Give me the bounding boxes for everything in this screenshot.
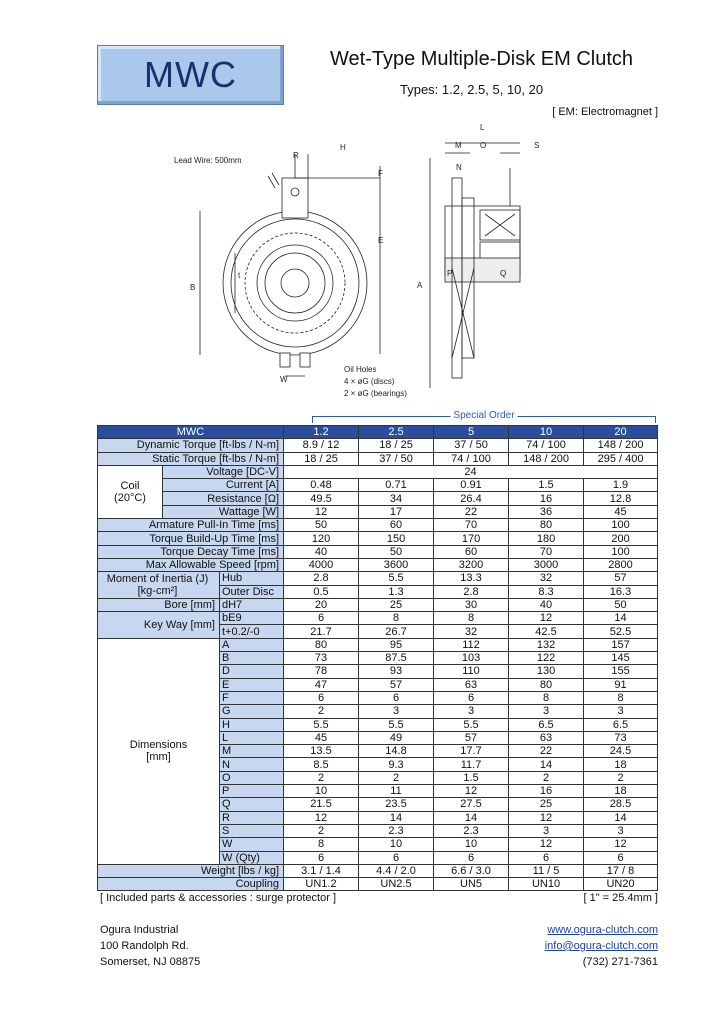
table-cell: 57 (584, 572, 658, 585)
table-cell: 25 (509, 798, 584, 811)
table-cell: 60 (359, 519, 434, 532)
row-pull-in (98, 519, 658, 532)
table-cell: 14 (584, 811, 658, 824)
table-cell: 180 (509, 532, 584, 545)
side-view (430, 143, 520, 388)
table-cell: 27.5 (434, 798, 509, 811)
table-cell: 12 (584, 838, 658, 851)
row-sublabel: O (220, 771, 284, 784)
row-inertia-hub (98, 572, 658, 585)
row-sublabel: A (220, 638, 284, 651)
row-sublabel: H (220, 718, 284, 731)
table-cell: 87.5 (359, 652, 434, 665)
table-cell: UN20 (584, 878, 658, 891)
row-label: Max Allowable Speed [rpm] (98, 558, 284, 571)
table-cell: 3 (509, 705, 584, 718)
front-view (200, 154, 380, 376)
table-cell: 103 (434, 652, 509, 665)
table-cell: 9.3 (359, 758, 434, 771)
address-block (100, 922, 200, 970)
company-name: Ogura Industrial (100, 924, 179, 936)
table-cell: 4.4 / 2.0 (359, 864, 434, 877)
table-cell: 6.5 (584, 718, 658, 731)
row-sublabel: bE9 (220, 612, 284, 625)
label-n: N (456, 163, 462, 172)
table-cell: 63 (509, 731, 584, 744)
table-cell: 112 (434, 638, 509, 651)
table-cell: 80 (509, 519, 584, 532)
table-cell: 2 (509, 771, 584, 784)
table-cell: 36 (509, 505, 584, 518)
header-cell: 2.5 (359, 426, 434, 439)
table-cell: 8 (584, 691, 658, 704)
table-cell: 40 (284, 545, 359, 558)
table-cell: 17 (359, 505, 434, 518)
table-cell: 78 (284, 665, 359, 678)
label-oil-discs: 4 × øG (discs) (344, 377, 395, 386)
table-cell: 5.5 (284, 718, 359, 731)
table-cell: 120 (284, 532, 359, 545)
table-cell: 30 (434, 598, 509, 611)
row-sublabel: t+0.2/-0 (220, 625, 284, 638)
table-cell: 8 (434, 612, 509, 625)
table-cell: 0.48 (284, 479, 359, 492)
row-label: Bore [mm] (98, 598, 220, 611)
table-cell: 52.5 (584, 625, 658, 638)
table-cell: 0.91 (434, 479, 509, 492)
label-a: A (417, 281, 423, 290)
row-keyway-b (98, 612, 658, 625)
table-cell: 1.5 (509, 479, 584, 492)
included-note: [ Included parts & accessories : surge protector ] (100, 892, 337, 904)
row-label: Wattage [W] (163, 505, 284, 518)
table-cell: 295 / 400 (584, 452, 658, 465)
label-b: B (190, 283, 196, 292)
table-cell: 12 (434, 785, 509, 798)
table-cell: 63 (434, 678, 509, 691)
label-e: E (378, 236, 384, 245)
table-cell: 17.7 (434, 745, 509, 758)
table-cell: 57 (434, 731, 509, 744)
table-cell: 37 / 50 (359, 452, 434, 465)
table-cell: 3 (359, 705, 434, 718)
table-cell: UN2.5 (359, 878, 434, 891)
table-cell: 74 / 100 (434, 452, 509, 465)
table-cell: 45 (284, 731, 359, 744)
table-cell: 91 (584, 678, 658, 691)
table-cell: 28.5 (584, 798, 658, 811)
table-cell: 18 / 25 (359, 439, 434, 452)
row-sublabel: G (220, 705, 284, 718)
table-cell: 12 (509, 612, 584, 625)
table-cell: 34 (359, 492, 434, 505)
row-dimension (98, 638, 658, 651)
row-sublabel: D (220, 665, 284, 678)
table-cell: 49 (359, 731, 434, 744)
spec-table (97, 425, 658, 891)
table-cell: 80 (284, 638, 359, 651)
row-coil-resistance (98, 492, 658, 505)
table-cell: 50 (284, 519, 359, 532)
table-cell: 2.3 (434, 824, 509, 837)
table-cell: 10 (434, 838, 509, 851)
table-cell: 6 (284, 612, 359, 625)
row-sublabel: W (Qty) (220, 851, 284, 864)
row-label: Current [A] (163, 479, 284, 492)
row-label: Torque Decay Time [ms] (98, 545, 284, 558)
table-cell: 157 (584, 638, 658, 651)
row-build-up (98, 532, 658, 545)
row-coil-current (98, 479, 658, 492)
table-cell: 145 (584, 652, 658, 665)
coil-label: Coil (20°C) (98, 465, 163, 518)
city-address: Somerset, NJ 08875 (100, 956, 201, 968)
table-cell: 32 (509, 572, 584, 585)
row-coupling (98, 878, 658, 891)
table-cell: 6.5 (509, 718, 584, 731)
table-cell: 100 (584, 519, 658, 532)
header-cell: MWC (98, 426, 284, 439)
label-oil-bearings: 2 × øG (bearings) (344, 389, 407, 398)
table-cell: 122 (509, 652, 584, 665)
row-label: Dynamic Torque [ft-lbs / N-m] (98, 439, 284, 452)
table-cell: 6 (359, 851, 434, 864)
table-cell: 16 (509, 785, 584, 798)
header-cell: 20 (584, 426, 658, 439)
em-note: [ EM: Electromagnet ] (552, 106, 658, 118)
table-cell: 6 (284, 691, 359, 704)
table-cell: 2.8 (434, 585, 509, 598)
table-cell: 11 / 5 (509, 864, 584, 877)
row-sublabel: R (220, 811, 284, 824)
table-cell: 32 (434, 625, 509, 638)
table-cell: 93 (359, 665, 434, 678)
header-cell: 10 (509, 426, 584, 439)
table-cell: 80 (509, 678, 584, 691)
table-cell: 2 (284, 824, 359, 837)
table-cell: 3600 (359, 558, 434, 571)
row-sublabel: N (220, 758, 284, 771)
table-cell: 3000 (509, 558, 584, 571)
label-l: L (480, 123, 485, 132)
table-cell: 14 (359, 811, 434, 824)
label-t: t (238, 271, 241, 280)
row-sublabel: F (220, 691, 284, 704)
table-cell: 0.71 (359, 479, 434, 492)
table-cell: 5.5 (359, 718, 434, 731)
contact-block (545, 922, 658, 970)
table-cell: 14 (434, 811, 509, 824)
table-cell: 24 (284, 465, 658, 478)
row-static-torque (98, 452, 658, 465)
table-cell: 1.3 (359, 585, 434, 598)
row-sublabel: B (220, 652, 284, 665)
row-coil-wattage (98, 505, 658, 518)
table-cell: 73 (284, 652, 359, 665)
row-sublabel: S (220, 824, 284, 837)
row-sublabel: Outer Disc (220, 585, 284, 598)
product-logo: MWC (97, 45, 284, 105)
header-cell: 1.2 (284, 426, 359, 439)
label-q: Q (500, 269, 507, 278)
table-cell: 150 (359, 532, 434, 545)
table-cell: 8 (509, 691, 584, 704)
table-cell: 49.5 (284, 492, 359, 505)
table-cell: 47 (284, 678, 359, 691)
table-cell: 4000 (284, 558, 359, 571)
table-cell: 13.3 (434, 572, 509, 585)
label-f: F (378, 169, 383, 178)
row-dynamic-torque (98, 439, 658, 452)
table-cell: 2 (584, 771, 658, 784)
inch-note: [ 1" = 25.4mm ] (583, 892, 658, 904)
table-cell: 6 (359, 691, 434, 704)
row-weight (98, 864, 658, 877)
row-label: Armature Pull-In Time [ms] (98, 519, 284, 532)
row-sublabel: dH7 (220, 598, 284, 611)
row-bore (98, 598, 658, 611)
table-cell: 2.8 (284, 572, 359, 585)
label-r: R (293, 151, 299, 160)
table-cell: 11 (359, 785, 434, 798)
table-cell: 21.5 (284, 798, 359, 811)
table-cell: 23.5 (359, 798, 434, 811)
table-cell: 6 (509, 851, 584, 864)
table-cell: 155 (584, 665, 658, 678)
table-cell: 16.3 (584, 585, 658, 598)
row-label: Voltage [DC-V] (163, 465, 284, 478)
table-cell: 74 / 100 (509, 439, 584, 452)
table-cell: 3 (509, 824, 584, 837)
email-link[interactable]: info@ogura-clutch.com (544, 940, 658, 952)
label-oil-holes: Oil Holes (344, 365, 377, 374)
table-cell: 110 (434, 665, 509, 678)
row-sublabel: L (220, 731, 284, 744)
inertia-label: Moment of Inertia (J) [kg-cm²] (98, 572, 220, 599)
table-cell: 3 (434, 705, 509, 718)
row-label: Torque Build-Up Time [ms] (98, 532, 284, 545)
table-cell: 8 (284, 838, 359, 851)
table-cell: 12.8 (584, 492, 658, 505)
row-speed (98, 558, 658, 571)
table-cell: 170 (434, 532, 509, 545)
table-cell: 70 (434, 519, 509, 532)
table-cell: 40 (509, 598, 584, 611)
table-cell: 6 (434, 691, 509, 704)
row-coil-voltage (98, 465, 658, 478)
table-cell: 37 / 50 (434, 439, 509, 452)
table-cell: 11.7 (434, 758, 509, 771)
header-cell: 5 (434, 426, 509, 439)
table-cell: 148 / 200 (509, 452, 584, 465)
row-decay (98, 545, 658, 558)
row-label: Weight [lbs / kg] (98, 864, 284, 877)
table-cell: 21.7 (284, 625, 359, 638)
table-cell: 26.7 (359, 625, 434, 638)
table-cell: 2 (284, 771, 359, 784)
table-cell: 57 (359, 678, 434, 691)
table-cell: 6 (584, 851, 658, 864)
row-label: Resistance [Ω] (163, 492, 284, 505)
table-cell: 10 (284, 785, 359, 798)
table-cell: 10 (359, 838, 434, 851)
table-cell: 60 (434, 545, 509, 558)
table-cell: 148 / 200 (584, 439, 658, 452)
page-title: Wet-Type Multiple-Disk EM Clutch (330, 48, 634, 70)
label-o: O (480, 141, 487, 150)
phone-number: (732) 271-7361 (582, 956, 658, 968)
table-cell: 1.9 (584, 479, 658, 492)
table-cell: 26.4 (434, 492, 509, 505)
table-cell: 6 (284, 851, 359, 864)
label-s: S (534, 141, 540, 150)
special-order-label: Special Order (450, 410, 517, 421)
row-label: Static Torque [ft-lbs / N-m] (98, 452, 284, 465)
table-cell: 8 (359, 612, 434, 625)
table-cell: UN5 (434, 878, 509, 891)
table-cell: 5.5 (434, 718, 509, 731)
label-m: M (455, 141, 462, 150)
row-label: Coupling (98, 878, 284, 891)
table-cell: 45 (584, 505, 658, 518)
table-cell: 24.5 (584, 745, 658, 758)
table-cell: 25 (359, 598, 434, 611)
street-address: 100 Randolph Rd. (100, 940, 189, 952)
table-cell: 73 (584, 731, 658, 744)
table-cell: 130 (509, 665, 584, 678)
label-w: W (280, 375, 288, 384)
table-cell: 2.3 (359, 824, 434, 837)
technical-drawing (160, 118, 620, 408)
table-cell: 13.5 (284, 745, 359, 758)
table-cell: 14 (509, 758, 584, 771)
table-cell: 100 (584, 545, 658, 558)
table-cell: 2 (359, 771, 434, 784)
row-label: Key Way [mm] (98, 612, 220, 639)
table-cell: 20 (284, 598, 359, 611)
row-sublabel: M (220, 745, 284, 758)
table-cell: 6 (434, 851, 509, 864)
website-link[interactable]: www.ogura-clutch.com (547, 924, 658, 936)
row-sublabel: E (220, 678, 284, 691)
row-sublabel: P (220, 785, 284, 798)
table-cell: 8.9 / 12 (284, 439, 359, 452)
row-sublabel: Hub (220, 572, 284, 585)
table-cell: 8.5 (284, 758, 359, 771)
table-cell: 132 (509, 638, 584, 651)
table-cell: 3 (584, 705, 658, 718)
table-cell: 50 (359, 545, 434, 558)
table-cell: 14.8 (359, 745, 434, 758)
table-cell: 95 (359, 638, 434, 651)
table-cell: 12 (284, 505, 359, 518)
table-cell: 3200 (434, 558, 509, 571)
table-cell: 22 (434, 505, 509, 518)
table-cell: 16 (509, 492, 584, 505)
row-sublabel: Q (220, 798, 284, 811)
row-sublabel: W (220, 838, 284, 851)
table-cell: 12 (284, 811, 359, 824)
table-cell: 50 (584, 598, 658, 611)
table-cell: 200 (584, 532, 658, 545)
special-order-bracket (312, 410, 656, 424)
table-cell: 3 (584, 824, 658, 837)
table-cell: 2 (284, 705, 359, 718)
table-header-row (98, 426, 658, 439)
table-cell: 5.5 (359, 572, 434, 585)
table-cell: 18 (584, 785, 658, 798)
table-cell: 42.5 (509, 625, 584, 638)
table-cell: 17 / 8 (584, 864, 658, 877)
table-cell: 2800 (584, 558, 658, 571)
table-cell: 3.1 / 1.4 (284, 864, 359, 877)
label-lead-wire: Lead Wire: 500mm (174, 156, 242, 165)
table-cell: UN10 (509, 878, 584, 891)
table-cell: 6.6 / 3.0 (434, 864, 509, 877)
table-cell: 18 / 25 (284, 452, 359, 465)
label-p: P (447, 269, 453, 278)
table-cell: UN1.2 (284, 878, 359, 891)
table-cell: 0.5 (284, 585, 359, 598)
table-cell: 22 (509, 745, 584, 758)
table-cell: 1.5 (434, 771, 509, 784)
types-list: Types: 1.2, 2.5, 5, 10, 20 (400, 82, 544, 97)
table-cell: 70 (509, 545, 584, 558)
table-cell: 8.3 (509, 585, 584, 598)
label-h: H (340, 143, 346, 152)
table-cell: 12 (509, 811, 584, 824)
table-cell: 18 (584, 758, 658, 771)
dimensions-label: Dimensions [mm] (98, 638, 220, 864)
table-cell: 14 (584, 612, 658, 625)
table-cell: 12 (509, 838, 584, 851)
